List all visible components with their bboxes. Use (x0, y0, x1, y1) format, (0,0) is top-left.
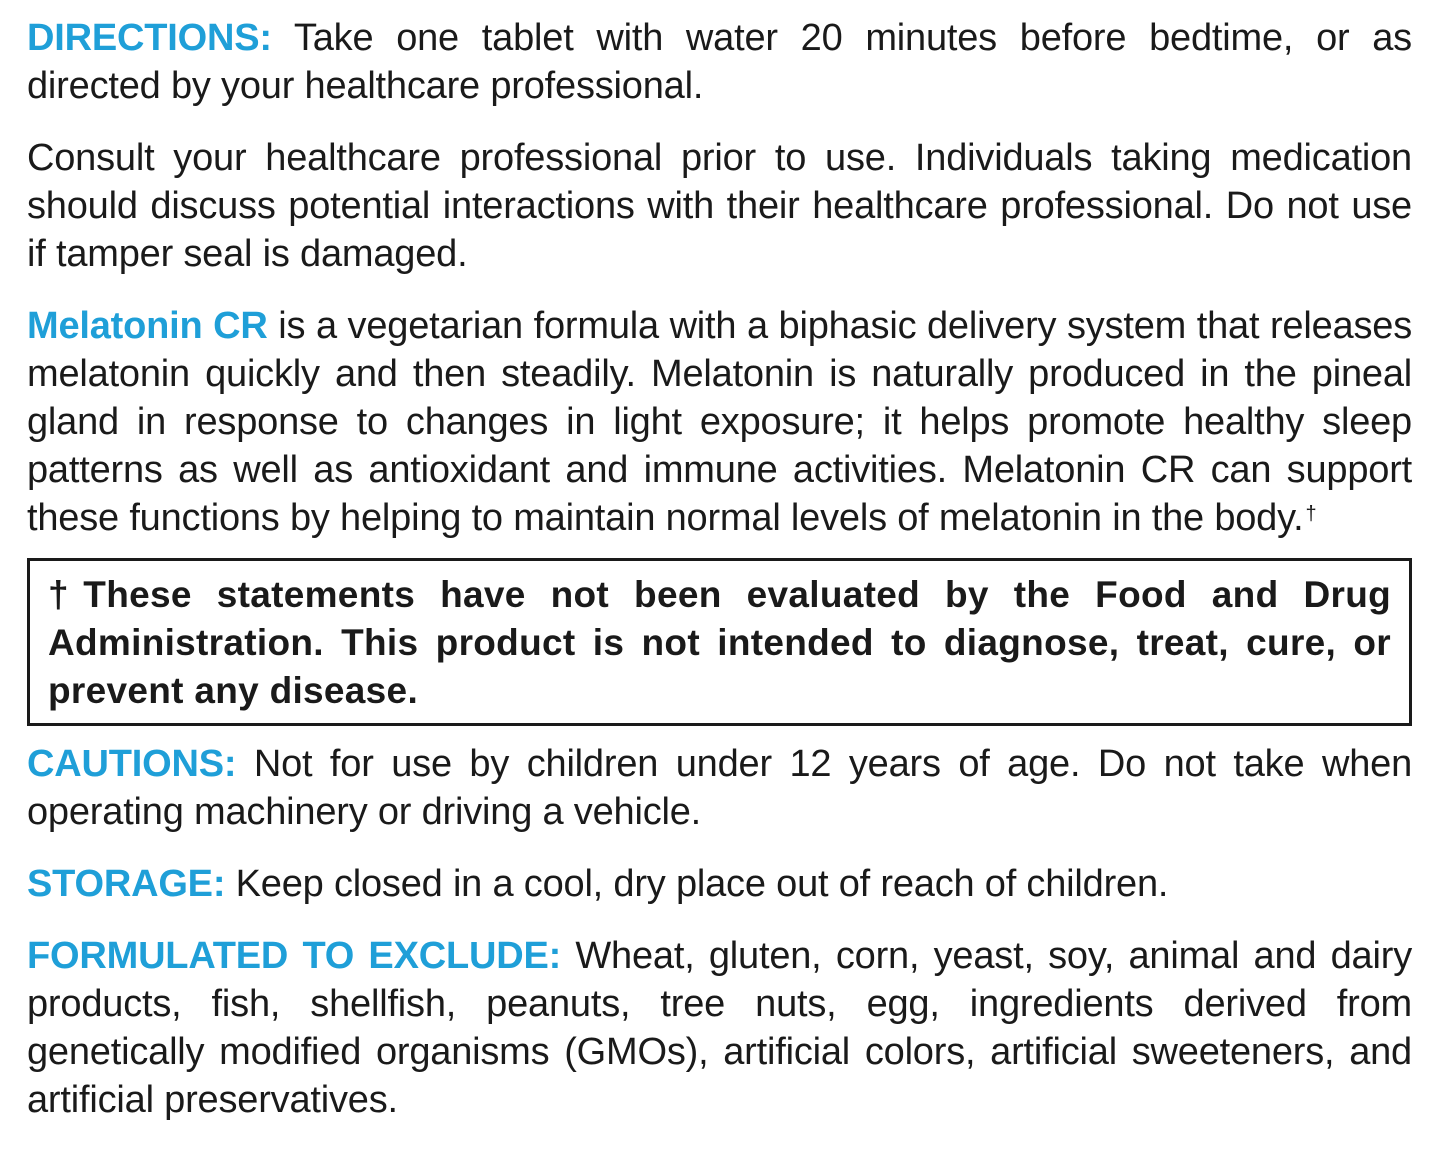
fda-disclaimer-box (27, 558, 1412, 726)
exclude-label: FORMULATED TO EXCLUDE: (27, 935, 562, 977)
directions-label: DIRECTIONS: (27, 17, 272, 59)
melatonin-label: Melatonin CR (27, 305, 268, 347)
fda-disclaimer-text: †These statements have not been evaluated by the Food and Drug Administration. This product is not intended to diagnose, treat, cure, or prevent any disease. (48, 574, 1391, 711)
storage-text: Keep closed in a cool, dry place out of reach of children. (225, 863, 1169, 905)
cautions-label: CAUTIONS: (27, 743, 237, 785)
exclude-text: Wheat, gluten, corn, yeast, soy, animal and dairy products, fish, shellfish, peanuts, tree nuts, egg, ingredients derived from genetically modified organisms (GMOs), artificial colors, artificial sweeteners, and artificial preservatives. (27, 935, 1412, 1121)
consult-paragraph: Consult your healthcare professional prior to use. Individuals taking medication should discuss potential interactions with their healthcare professional. Do not use if tamper seal is damaged. (27, 137, 1412, 275)
cautions-text: Not for use by children under 12 years of age. Do not take when operating machinery or driving a vehicle. (27, 743, 1412, 833)
dagger-mark: † (1305, 503, 1317, 525)
exclude-paragraph (27, 932, 1412, 1124)
storage-label: STORAGE: (27, 863, 226, 905)
melatonin-paragraph (27, 302, 1412, 542)
directions-paragraph (27, 14, 1412, 110)
directions-text: Take one tablet with water 20 minutes before bedtime, or as directed by your healthcare professional. (27, 17, 1412, 107)
melatonin-text: is a vegetarian formula with a biphasic delivery system that releases melatonin quickly and then steadily. Melatonin is naturally produced in the pineal gland in response to changes in light exposure; it helps promote healthy sleep patterns as well as antioxidant and immune activities. Melatonin CR can support these functions by helping to maintain normal levels of melatonin in the body. (27, 305, 1413, 539)
storage-paragraph (27, 860, 1412, 908)
cautions-paragraph (27, 740, 1412, 836)
